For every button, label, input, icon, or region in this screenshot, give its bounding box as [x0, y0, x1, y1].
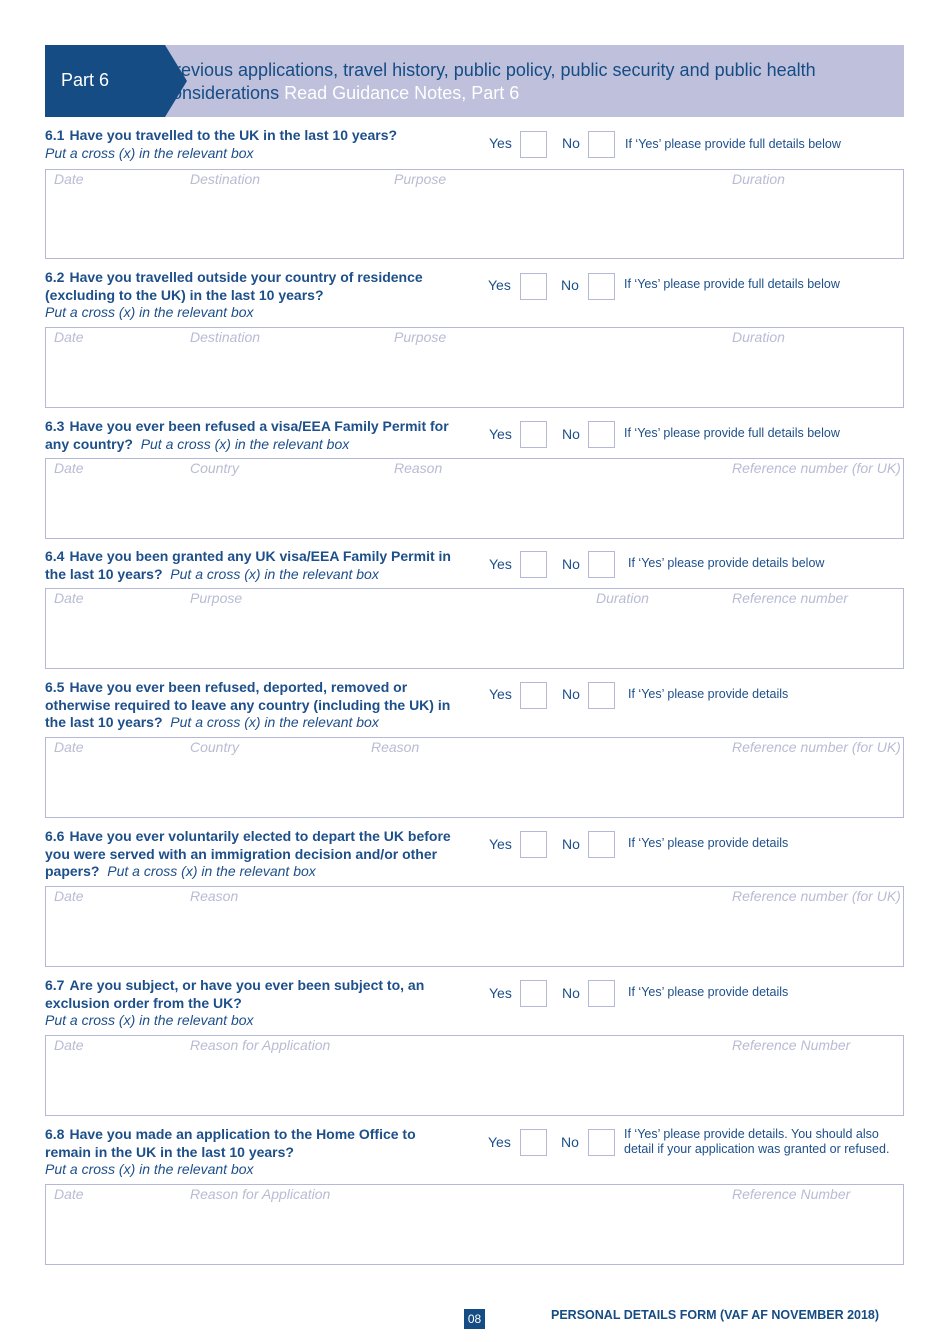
yes-label: Yes: [489, 985, 512, 1001]
no-checkbox-6-2[interactable]: [588, 273, 615, 300]
column-label: Destination: [190, 329, 261, 345]
instruction-text: Put a cross (x) in the relevant box: [45, 304, 254, 320]
question-text: Have you been granted any UK visa/EEA Family Permit in the last 10 years?: [45, 548, 451, 582]
details-box-6-2[interactable]: [45, 327, 904, 408]
column-label: Date: [54, 460, 84, 476]
question-text: Have you ever been refused a visa/EEA Family Permit for any country?: [45, 418, 449, 452]
yes-checkbox-6-3[interactable]: [520, 421, 547, 448]
question-number: 6.3: [45, 418, 65, 434]
question-number: 6.7: [45, 977, 65, 993]
question-number: 6.5: [45, 679, 65, 695]
column-label: Reason for Application: [190, 1037, 331, 1053]
details-box-6-3[interactable]: [45, 458, 904, 539]
yes-label: Yes: [488, 277, 511, 293]
question-6-5: [45, 679, 465, 732]
details-box-6-4[interactable]: [45, 588, 904, 669]
question-number: 6.4: [45, 548, 65, 564]
no-checkbox-6-5[interactable]: [588, 682, 615, 709]
hint-text: If ‘Yes’ please provide full details below: [625, 137, 841, 151]
no-checkbox-6-1[interactable]: [588, 131, 615, 158]
no-label: No: [562, 426, 580, 442]
column-label: Duration: [596, 590, 649, 606]
column-label: Country: [190, 739, 240, 755]
question-6-3: [45, 418, 465, 453]
hint-text: If ‘Yes’ please provide details below: [628, 556, 825, 570]
yes-checkbox-6-7[interactable]: [520, 980, 547, 1007]
column-label: Date: [54, 590, 84, 606]
question-number: 6.6: [45, 828, 65, 844]
no-checkbox-6-7[interactable]: [588, 980, 615, 1007]
column-label: Date: [54, 739, 84, 755]
question-6-2: [45, 269, 465, 322]
column-label: Reference number (for UK): [732, 888, 901, 904]
no-checkbox-6-3[interactable]: [588, 421, 615, 448]
instruction-text: Put a cross (x) in the relevant box: [170, 565, 379, 582]
hint-text: If ‘Yes’ please provide details. You should also detail if your application was granted or refused.: [624, 1127, 890, 1156]
question-text: Have you made an application to the Home Office to remain in the UK in the last 10 years?: [45, 1126, 416, 1160]
hint-text: If ‘Yes’ please provide details: [628, 687, 789, 701]
instruction-text: Put a cross (x) in the relevant box: [45, 144, 254, 161]
no-label: No: [561, 1134, 579, 1150]
column-label: Reason: [190, 888, 239, 904]
column-label: Date: [54, 1186, 84, 1202]
hint-text: If ‘Yes’ please provide full details below: [624, 277, 840, 291]
column-label: Reference Number: [732, 1186, 851, 1202]
question-6-1: [45, 127, 465, 162]
column-label: Reference number (for UK): [732, 460, 901, 476]
column-label: Purpose: [394, 329, 447, 345]
details-box-6-7[interactable]: [45, 1035, 904, 1116]
yes-checkbox-6-1[interactable]: [520, 131, 547, 158]
details-box-6-5[interactable]: [45, 737, 904, 818]
details-box-6-8[interactable]: [45, 1184, 904, 1265]
yes-checkbox-6-6[interactable]: [520, 831, 547, 858]
yes-checkbox-6-8[interactable]: [520, 1129, 547, 1156]
yes-label: Yes: [489, 556, 512, 572]
no-label: No: [562, 135, 580, 151]
column-label: Reference Number: [732, 1037, 851, 1053]
instruction-text: Put a cross (x) in the relevant box: [170, 714, 379, 730]
column-label: Destination: [190, 171, 261, 187]
yes-checkbox-6-2[interactable]: [520, 273, 547, 300]
column-label: Purpose: [394, 171, 447, 187]
question-number: 6.2: [45, 269, 65, 285]
yes-checkbox-6-5[interactable]: [520, 682, 547, 709]
question-text: Are you subject, or have you ever been subject to, an exclusion order from the UK?: [45, 977, 425, 1011]
no-label: No: [562, 556, 580, 572]
question-text: Have you ever been refused, deported, removed or otherwise required to leave any country (including the UK) in the last 10 years?: [45, 679, 451, 730]
yes-checkbox-6-4[interactable]: [520, 551, 547, 578]
column-label: Reference number: [732, 590, 848, 606]
instruction-text: Put a cross (x) in the relevant box: [107, 863, 316, 879]
column-label: Reason for Application: [190, 1186, 331, 1202]
instruction-text: Put a cross (x) in the relevant box: [45, 1012, 254, 1028]
question-6-4: [45, 548, 465, 583]
column-label: Country: [190, 460, 240, 476]
column-label: Reference number (for UK): [732, 739, 901, 755]
details-box-6-1[interactable]: [45, 169, 904, 259]
question-6-7: [45, 977, 465, 1030]
hint-text: If ‘Yes’ please provide full details below: [624, 426, 840, 440]
question-text: Have you travelled outside your country of residence (excluding to the UK) in the last 10 years?: [45, 269, 423, 303]
no-label: No: [562, 686, 580, 702]
yes-label: Yes: [489, 426, 512, 442]
hint-text: If ‘Yes’ please provide details: [628, 985, 789, 999]
column-label: Date: [54, 1037, 84, 1053]
question-text: Have you travelled to the UK in the last 10 years?: [69, 127, 398, 143]
no-label: No: [561, 277, 579, 293]
part-header: [45, 45, 904, 117]
guidance-link[interactable]: Read Guidance Notes, Part 6: [284, 83, 520, 103]
yes-label: Yes: [488, 1134, 511, 1150]
column-label: Duration: [732, 329, 785, 345]
yes-label: Yes: [489, 836, 512, 852]
details-box-6-6[interactable]: [45, 886, 904, 967]
question-6-6: [45, 828, 465, 881]
question-number: 6.8: [45, 1126, 65, 1142]
no-checkbox-6-8[interactable]: [588, 1129, 615, 1156]
yes-label: Yes: [489, 686, 512, 702]
form-title: PERSONAL DETAILS FORM (VAF AF NOVEMBER 2018): [551, 1308, 880, 1322]
no-checkbox-6-6[interactable]: [588, 831, 615, 858]
part-tab: [45, 45, 165, 117]
part-label: Part 6: [61, 70, 110, 90]
question-text: Have you ever voluntarily elected to depart the UK before you were served with an immigration decision and/or other papers?: [45, 828, 451, 879]
question-6-8: [45, 1126, 465, 1179]
column-label: Reason: [394, 460, 443, 476]
instruction-text: Put a cross (x) in the relevant box: [45, 1161, 254, 1177]
question-number: 6.1: [45, 127, 65, 143]
column-label: Reason: [371, 739, 420, 755]
yes-label: Yes: [489, 135, 512, 151]
column-label: Date: [54, 888, 84, 904]
instruction-text: Put a cross (x) in the relevant box: [140, 435, 350, 452]
section-title: [163, 59, 863, 105]
hint-text: If ‘Yes’ please provide details: [628, 836, 789, 850]
page-number: 08: [464, 1309, 485, 1329]
column-label: Date: [54, 171, 84, 187]
no-label: No: [562, 985, 580, 1001]
section-title-text: Previous applications, travel history, public policy, public security and public health considerations: [163, 60, 816, 103]
no-checkbox-6-4[interactable]: [588, 551, 615, 578]
no-label: No: [562, 836, 580, 852]
column-label: Purpose: [190, 590, 243, 606]
column-label: Duration: [732, 171, 785, 187]
column-label: Date: [54, 329, 84, 345]
